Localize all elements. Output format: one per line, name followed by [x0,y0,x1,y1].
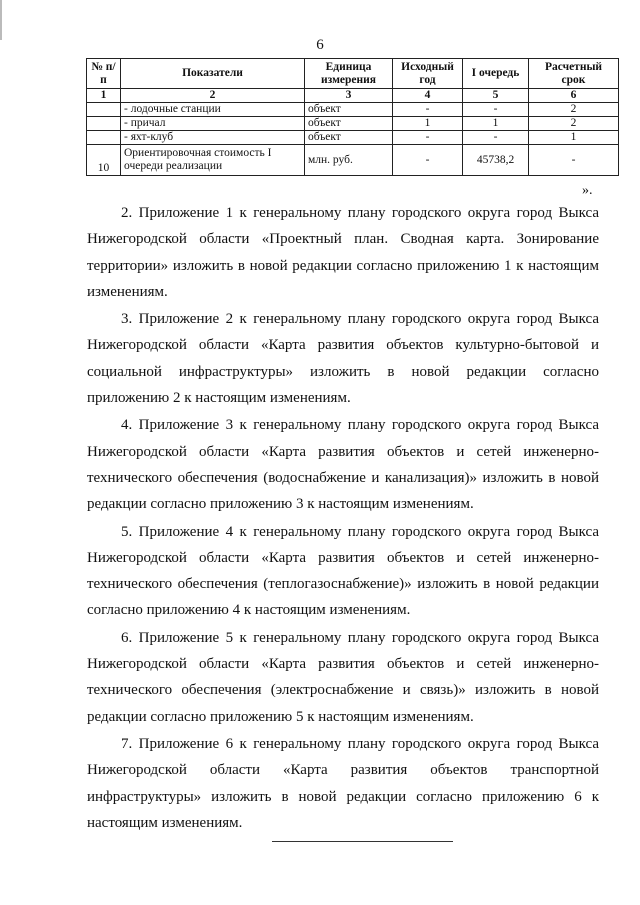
cell-base: - [393,103,463,117]
cell-target: 2 [529,103,619,117]
page-number: 6 [316,37,324,53]
column-number-row [87,89,619,103]
cell-first: 45738,2 [463,145,529,176]
header-indicators: Показатели [121,59,305,89]
cell-unit: объект [305,117,393,131]
cell-base: 1 [393,117,463,131]
col-number: 2 [121,89,305,103]
cell-num: 10 [87,145,121,176]
header-first-stage: I очередь [463,59,529,89]
col-number: 4 [393,89,463,103]
closing-rule-divider [272,841,453,842]
cell-first: 1 [463,117,529,131]
paragraph: 6. Приложение 5 к генеральному плану городского округа город Выкса Нижегородской области «Карта развития объектов и сетей инженерно-технического обеспечения (электроснабжение и связь)» изложить в новой редакции согласно приложению 5 к настоящим изменениям. [87,629,599,725]
col-number: 5 [463,89,529,103]
cell-num [87,117,121,131]
col-number: 6 [529,89,619,103]
paragraph: 2. Приложение 1 к генеральному плану городского округа город Выкса Нижегородской области «Проектный план. Сводная карта. Зонирование территории» изложить в новой редакции согласно приложению 1 к настоящим изменениям. [87,205,599,300]
cell-name: - лодочные станции [121,103,305,117]
header-unit: Единица измерения [305,59,393,89]
table-header-row [87,59,619,89]
col-number: 1 [87,89,121,103]
paragraph: 7. Приложение 6 к генеральному плану городского округа город Выкса Нижегородской области «Карта развития объектов транспортной инфраструктуры» изложить в новой редакции согласно приложению 6 к настоящим изменениям. [87,735,599,831]
cell-base: - [393,145,463,176]
paragraph: 5. Приложение 4 к генеральному плану городского округа город Выкса Нижегородской области «Карта развития объектов и сетей инженерно-технического обеспечения (теплогазоснабжение)» изложить в новой редакции согласно приложению 4 к настоящим изменениям. [87,523,599,619]
amendments-text [87,200,599,837]
header-target: Расчетный срок [529,59,619,89]
table-row [87,103,619,117]
cell-unit: млн. руб. [305,145,393,176]
paragraph: 4. Приложение 3 к генеральному плану городского округа город Выкса Нижегородской области «Карта развития объектов и сетей инженерно-технического обеспечения (водоснабжение и канализация)» изложить в новой редакции согласно приложению 3 к настоящим изменениям. [87,417,599,513]
indicators-table [86,58,619,176]
table-row [87,131,619,145]
cell-target: 1 [529,131,619,145]
table-row [87,117,619,131]
cell-unit: объект [305,131,393,145]
col-number: 3 [305,89,393,103]
cell-num [87,131,121,145]
closing-quote: ». [582,183,593,198]
cell-target: - [529,145,619,176]
cell-name: - яхт-клуб [121,131,305,145]
cell-num [87,103,121,117]
cell-first: - [463,103,529,117]
header-base-year: Исходный год [393,59,463,89]
cell-unit: объект [305,103,393,117]
table-row [87,145,619,176]
cell-first: - [463,131,529,145]
scan-edge-mark [0,0,2,40]
cell-name: - причал [121,117,305,131]
cell-target: 2 [529,117,619,131]
header-num: № п/п [87,59,121,89]
cell-name: Ориентировочная стоимость I очереди реализации [121,145,305,176]
cell-base: - [393,131,463,145]
paragraph: 3. Приложение 2 к генеральному плану городского округа город Выкса Нижегородской области «Карта развития объектов культурно-бытовой и социальной инфраструктуры» изложить в новой редакции согласно приложению 2 к настоящим изменениям. [87,311,599,407]
